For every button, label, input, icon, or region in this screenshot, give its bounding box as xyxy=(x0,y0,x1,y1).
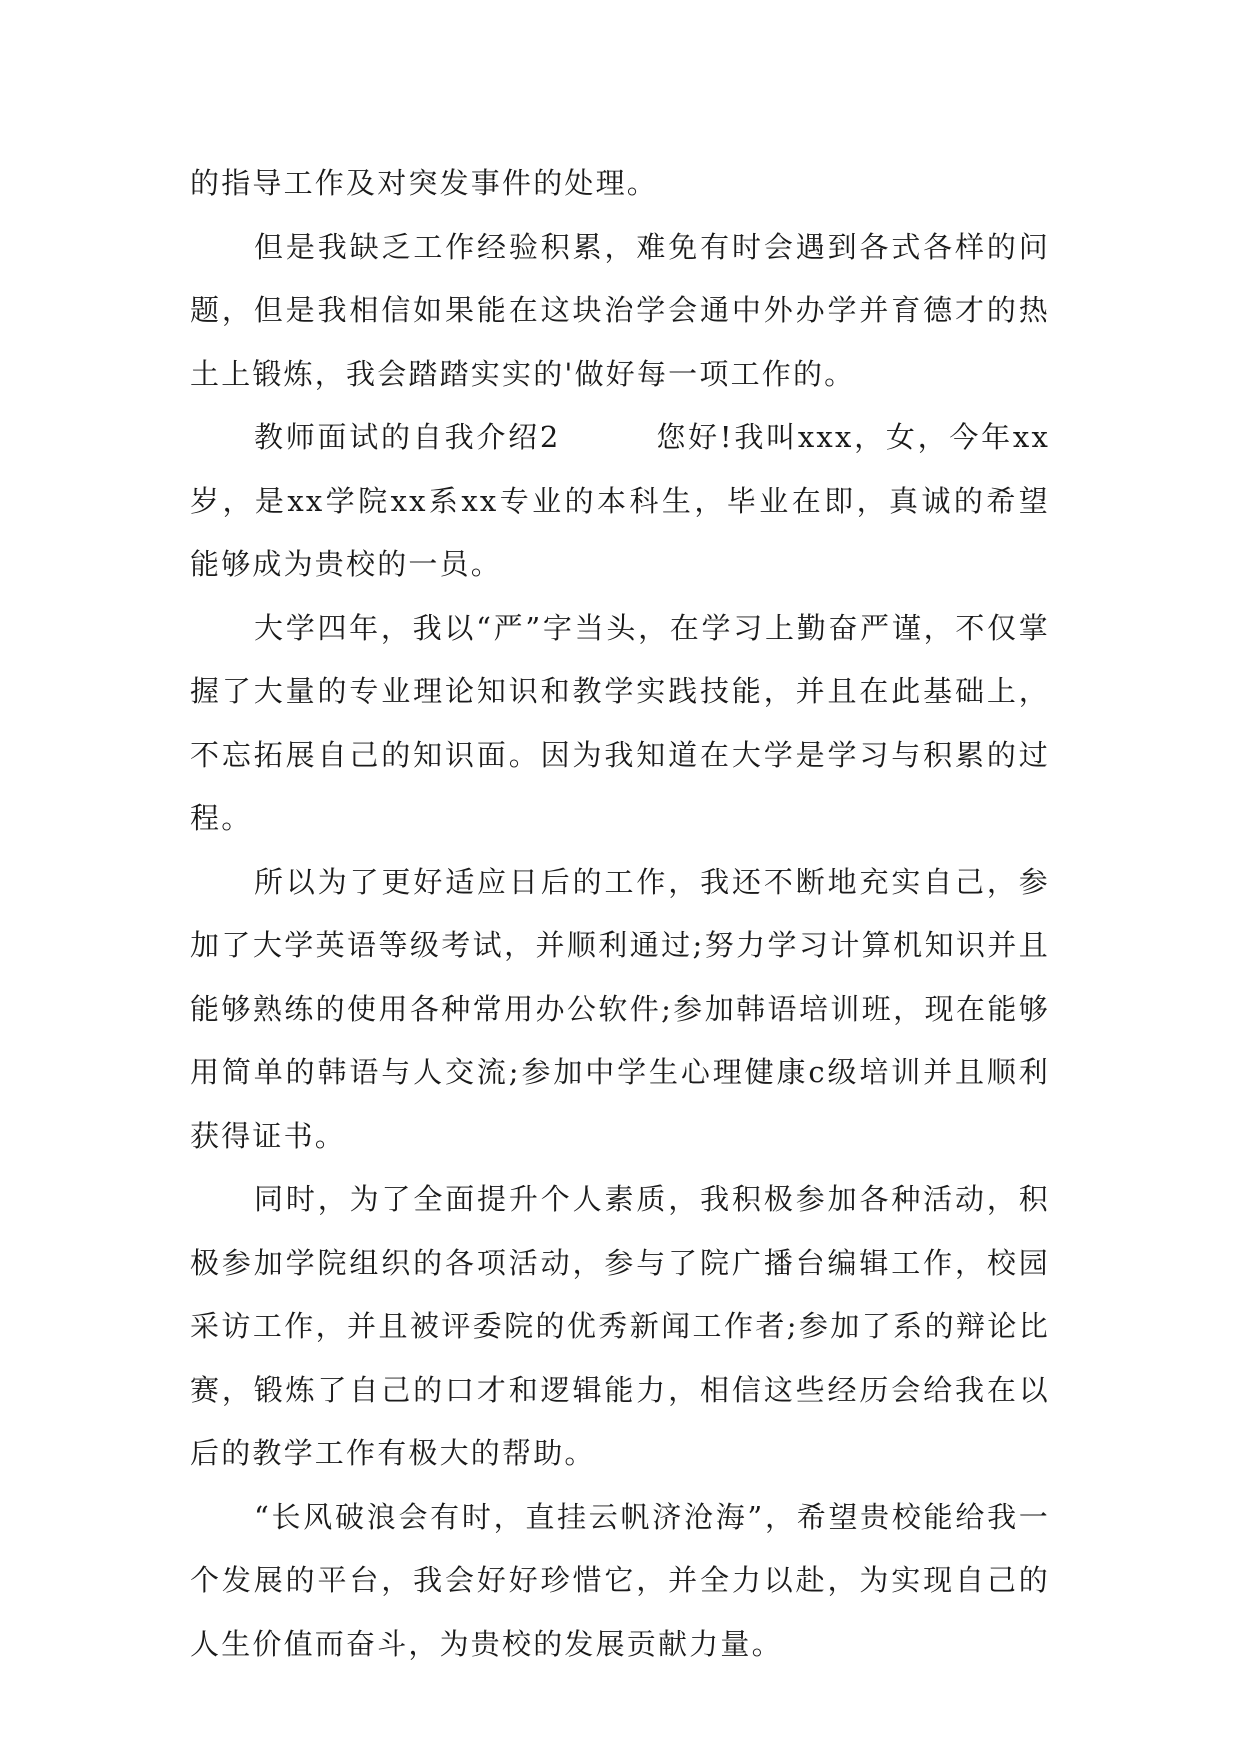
document-body xyxy=(190,152,1050,1676)
paragraph-7: “长风破浪会有时，直挂云帆济沧海”，希望贵校能给我一个发展的平台，我会好好珍惜它，并全力以赴，为实现自己的人生价值而奋斗，为贵校的发展贡献力量。 xyxy=(190,1499,1050,1661)
paragraph-5: 所以为了更好适应日后的工作，我还不断地充实自己，参加了大学英语等级考试，并顺利通过;努力学习计算机知识并且能够熟练的使用各种常用办公软件;参加韩语培训班，现在能够用简单的韩语与人交流;参加中学生心理健康c级培训并且顺利获得证书。 xyxy=(190,864,1050,1153)
paragraph-3: 教师面试的自我介绍2 您好!我叫xxx，女，今年xx岁，是xx学院xx系xx专业的本科生，毕业在即，真诚的希望能够成为贵校的一员。 xyxy=(190,420,1050,581)
paragraph-6: 同时，为了全面提升个人素质，我积极参加各种活动，积极参加学院组织的各项活动，参与了院广播台编辑工作，校园采访工作，并且被评委院的优秀新闻工作者;参加了系的辩论比赛，锻炼了自己的口才和逻辑能力，相信这些经历会给我在以后的教学工作有极大的帮助。 xyxy=(190,1182,1050,1470)
paragraph-2: 但是我缺乏工作经验积累，难免有时会遇到各式各样的问题，但是我相信如果能在这块治学会通中外办学并育德才的热土上锻炼，我会踏踏实实的'做好每一项工作的。 xyxy=(190,229,1050,391)
paragraph-1: 的指导工作及对突发事件的处理。 xyxy=(190,166,659,200)
paragraph-4: 大学四年，我以“严”字当头，在学习上勤奋严谨，不仅掌握了大量的专业理论知识和教学实践技能，并且在此基础上，不忘拓展自己的知识面。因为我知道在大学是学习与积累的过程。 xyxy=(190,610,1050,835)
